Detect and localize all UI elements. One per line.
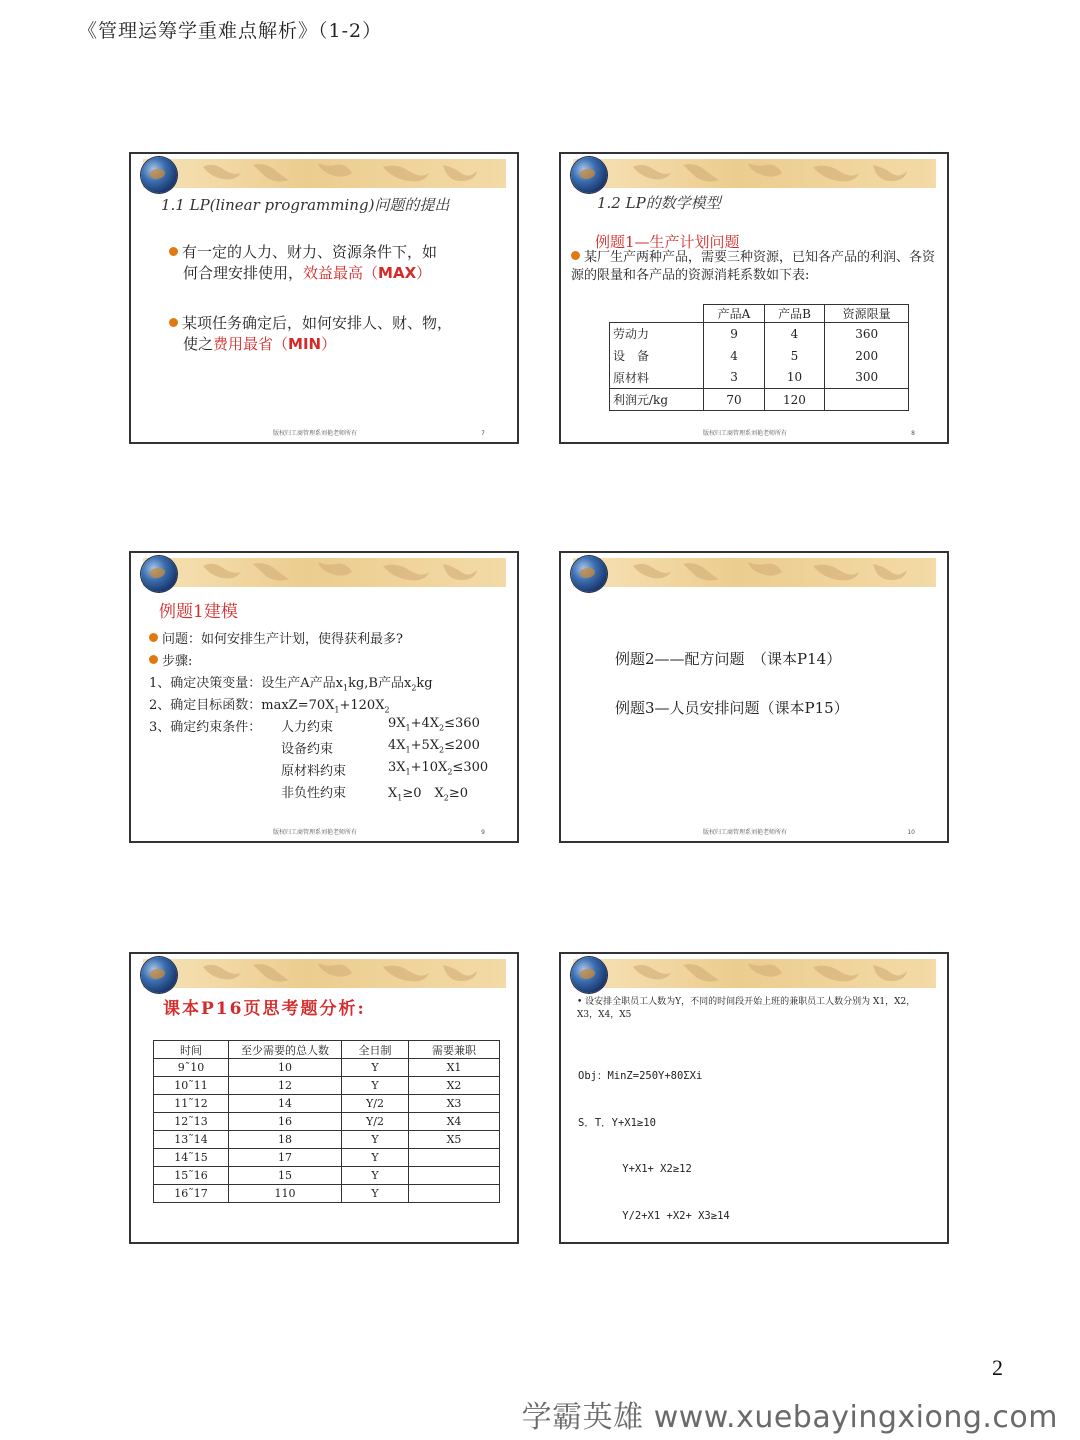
table-cell: 14 xyxy=(229,1095,342,1113)
bullet-icon xyxy=(571,251,580,260)
table-header-cell xyxy=(610,305,704,323)
world-map-decoration xyxy=(143,159,506,188)
constraint-name: 人力约束 xyxy=(281,720,334,735)
slide-footer: 版权归工商管理系刘艳老师所有 xyxy=(273,430,358,437)
table-cell: Y xyxy=(342,1059,409,1077)
table-cell: X4 xyxy=(409,1113,500,1131)
table-cell: Y xyxy=(342,1149,409,1167)
watermark: 学霸英雄 www.xuebayingxiong.com xyxy=(521,1400,1058,1435)
world-map-decoration xyxy=(573,558,936,587)
table-cell: 15˜16 xyxy=(154,1167,229,1185)
constraint-name: 非负性约束 xyxy=(281,786,347,801)
table-header-cell: 产品B xyxy=(764,305,825,323)
table-cell xyxy=(409,1167,500,1185)
table-cell: 110 xyxy=(229,1185,342,1203)
slide-banner xyxy=(143,159,506,188)
table-cell: 200 xyxy=(825,345,909,367)
table-cell xyxy=(409,1149,500,1167)
model-line: S．T．Y+X1≥10 xyxy=(578,1116,656,1129)
table-header-cell: 资源限量 xyxy=(825,305,909,323)
table-cell: 16˜17 xyxy=(154,1185,229,1203)
table-header-cell: 产品A xyxy=(704,305,764,323)
table-cell: X3 xyxy=(409,1095,500,1113)
table-header-cell: 需要兼职 xyxy=(409,1041,500,1059)
table-cell: 300 xyxy=(825,367,909,389)
slide-8 xyxy=(559,152,949,444)
bullet-icon xyxy=(169,247,178,256)
table-row xyxy=(154,1167,500,1185)
table-row xyxy=(154,1113,500,1131)
slide-title: 1.1 LP(linear programming)问题的提出 xyxy=(161,196,450,214)
table-cell: 利润元/kg xyxy=(610,389,704,411)
slide-number: 9 xyxy=(481,829,485,836)
table-cell xyxy=(825,389,909,411)
table-row xyxy=(154,1131,500,1149)
globe-icon xyxy=(571,957,607,993)
table-cell: 120 xyxy=(764,389,825,411)
table-cell: 18 xyxy=(229,1131,342,1149)
slide-footer: 版权归工商管理系刘艳老师所有 xyxy=(703,430,788,437)
slide-number: 8 xyxy=(911,430,915,437)
bullet-item: 有一定的人力、财力、资源条件下，如 何合理安排使用，效益最高（MAX） xyxy=(169,242,487,284)
table-header-cell: 时间 xyxy=(154,1041,229,1059)
table-header-cell: 全日制 xyxy=(342,1041,409,1059)
page-number: 2 xyxy=(992,1355,1003,1380)
constraint-name: 原材料约束 xyxy=(281,764,347,779)
globe-icon xyxy=(141,957,177,993)
model-line: Obj：MinZ=250Y+80ΣXi xyxy=(578,1070,703,1082)
table-cell xyxy=(409,1185,500,1203)
slide-7 xyxy=(129,152,519,444)
step-1: 1、确定决策变量：设生产A产品$x_1kg,B$产品$x_2kg$ xyxy=(149,676,433,693)
table-cell: 11˜12 xyxy=(154,1095,229,1113)
table-row xyxy=(610,367,909,389)
table-row xyxy=(154,1149,500,1167)
table-header-cell: 至少需要的总人数 xyxy=(229,1041,342,1059)
step-2: 2、确定目标函数：$\max Z=70X_1+120X_2$ xyxy=(149,698,390,715)
table-cell: 16 xyxy=(229,1113,342,1131)
table-cell: 原材料 xyxy=(610,367,704,389)
table-cell: X5 xyxy=(409,1131,500,1149)
table-row xyxy=(610,323,909,345)
table-cell: X1 xyxy=(409,1059,500,1077)
staffing-table xyxy=(153,1040,500,1203)
table-cell: 3 xyxy=(704,367,764,389)
slide-banner xyxy=(573,959,936,988)
example-3-line: 例题3—人员安排问题（课本P15） xyxy=(615,699,849,717)
table-cell: 360 xyxy=(825,323,909,345)
slide-subtitle: 例题1—生产计划问题 xyxy=(595,233,740,251)
table-cell: 15 xyxy=(229,1167,342,1185)
table-cell: Y/2 xyxy=(342,1095,409,1113)
slide-number: 7 xyxy=(481,430,485,437)
table-cell: 9 xyxy=(704,323,764,345)
slide-banner xyxy=(573,159,936,188)
table-row xyxy=(154,1095,500,1113)
globe-icon xyxy=(571,157,607,193)
constraint-expr: $4X_1+5X_2\le 200$ xyxy=(388,738,480,755)
slide-footer: 版权归工商管理系刘艳老师所有 xyxy=(703,829,788,836)
steps-label: 步骤: xyxy=(149,650,192,669)
table-cell: 10 xyxy=(764,367,825,389)
table-cell: 14˜15 xyxy=(154,1149,229,1167)
slide-title: 1.2 LP的数学模型 xyxy=(597,194,721,212)
world-map-decoration xyxy=(143,558,506,587)
world-map-decoration xyxy=(143,959,506,988)
slide-banner xyxy=(143,959,506,988)
model-lines xyxy=(578,1038,774,1244)
table-cell: 12˜13 xyxy=(154,1113,229,1131)
bullet-item: 某项任务确定后，如何安排人、财、物， 使之费用最省（MIN） xyxy=(169,313,487,355)
slide-footer: 版权归工商管理系刘艳老师所有 xyxy=(273,829,358,836)
example-2-line: 例题2——配方问题 （课本P14） xyxy=(615,650,842,668)
table-cell: 13˜14 xyxy=(154,1131,229,1149)
table-cell: 12 xyxy=(229,1077,342,1095)
slide-number: 10 xyxy=(907,829,915,836)
document-header: 《管理运筹学重难点解析》（1-2） xyxy=(78,20,383,42)
model-line: Y/2+X1 +X2+ X3≥14 xyxy=(578,1209,730,1222)
table-header-row xyxy=(610,305,909,323)
table-row xyxy=(154,1185,500,1203)
table-cell: Y xyxy=(342,1131,409,1149)
bullet-icon xyxy=(169,318,178,327)
slide-model-formulation xyxy=(559,952,949,1244)
constraint-expr: $3X_1+10X_2\le 300$ xyxy=(388,760,489,777)
world-map-decoration xyxy=(573,959,936,988)
table-cell: Y xyxy=(342,1185,409,1203)
intro-text: 某厂生产两种产品，需要三种资源，已知各产品的利润、各资源的限量和各产品的资源消耗系数如下表: xyxy=(571,250,936,283)
constraint-expr: $9X_1+4X_2\le 360$ xyxy=(388,716,480,733)
table-cell: 劳动力 xyxy=(610,323,704,345)
slide-banner xyxy=(573,558,936,587)
question-line: 问题：如何安排生产计划，使得获利最多? xyxy=(149,628,403,647)
slide-banner xyxy=(143,558,506,587)
step-3: 3、确定约束条件： xyxy=(149,720,262,735)
table-cell: 5 xyxy=(764,345,825,367)
slide-9 xyxy=(129,551,519,843)
slide-exercise-table xyxy=(129,952,519,1244)
slide-title: 例题1建模 xyxy=(159,602,238,622)
bullet-icon xyxy=(149,633,158,642)
table-cell: 4 xyxy=(764,323,825,345)
model-line: Y+X1+ X2≥12 xyxy=(578,1163,692,1175)
globe-icon xyxy=(571,556,607,592)
table-cell: 70 xyxy=(704,389,764,411)
table-row xyxy=(154,1059,500,1077)
table-cell: Y xyxy=(342,1077,409,1095)
table-cell: 17 xyxy=(229,1149,342,1167)
table-row xyxy=(154,1077,500,1095)
slide-title: 课本P16页思考题分析: xyxy=(163,999,366,1019)
world-map-decoration xyxy=(573,159,936,188)
table-cell: X2 xyxy=(409,1077,500,1095)
table-cell: 10 xyxy=(229,1059,342,1077)
table-cell: 9˜10 xyxy=(154,1059,229,1077)
resource-table xyxy=(609,304,909,411)
table-row xyxy=(610,389,909,411)
table-cell: 设 备 xyxy=(610,345,704,367)
table-cell: Y xyxy=(342,1167,409,1185)
table-header-row xyxy=(154,1041,500,1059)
bullet-icon xyxy=(149,655,158,664)
globe-icon xyxy=(141,157,177,193)
intro-text: • 设安排全职员工人数为Y，不同的时间段开始上班的兼职员工人数分别为 X1，X2，X3，X4，X5 xyxy=(577,997,916,1020)
constraint-name: 设备约束 xyxy=(281,742,334,757)
constraint-expr: $X_1\ge 0$ $X_2\ge 0$ xyxy=(388,786,469,803)
table-cell: Y/2 xyxy=(342,1113,409,1131)
table-cell: 4 xyxy=(704,345,764,367)
table-cell: 10˜11 xyxy=(154,1077,229,1095)
globe-icon xyxy=(141,556,177,592)
slide-10 xyxy=(559,551,949,843)
table-row xyxy=(610,345,909,367)
